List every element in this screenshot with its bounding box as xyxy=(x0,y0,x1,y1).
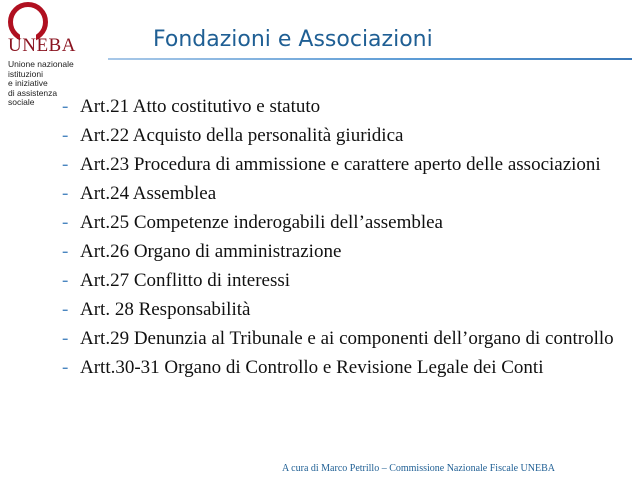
logo-subtitle-line: Unione nazionale xyxy=(8,59,74,69)
bullet-dash: - xyxy=(62,154,69,175)
list-item xyxy=(62,270,634,293)
list-item xyxy=(62,96,634,119)
list-item xyxy=(62,125,634,148)
list-item xyxy=(62,154,634,177)
title-divider xyxy=(108,58,632,60)
list-item xyxy=(62,328,634,351)
bullet-dash: - xyxy=(62,328,69,349)
logo-subtitle-line: sociale xyxy=(8,97,35,107)
bullet-dash: - xyxy=(62,241,69,262)
uneba-logo xyxy=(4,2,104,110)
bullet-dash: - xyxy=(62,96,69,117)
list-item-text: Art.21 Atto costitutivo e statuto xyxy=(80,96,321,117)
list-item-text: Art.24 Assemblea xyxy=(80,183,217,204)
bullet-dash: - xyxy=(62,299,69,320)
bullet-dash: - xyxy=(62,212,69,233)
logo-wordmark: UNEBA xyxy=(8,35,76,56)
list-item xyxy=(62,212,634,235)
list-item-text: Art.29 Denunzia al Tribunale e ai componenti dell’organo di controllo xyxy=(80,328,614,349)
slide-title: Fondazioni e Associazioni xyxy=(153,27,433,52)
list-item-text: Artt.30-31 Organo di Controllo e Revisione Legale dei Conti xyxy=(80,357,544,378)
list-item-text: Art.27 Conflitto di interessi xyxy=(80,270,291,291)
list-item-text: Art.25 Competenze inderogabili dell’assemblea xyxy=(80,212,443,233)
bullet-dash: - xyxy=(62,270,69,291)
logo-subtitle-line: e iniziative xyxy=(8,78,48,88)
article-list xyxy=(62,96,634,386)
list-item xyxy=(62,357,634,380)
list-item xyxy=(62,183,634,206)
list-item xyxy=(62,299,634,322)
bullet-dash: - xyxy=(62,125,69,146)
logo-subtitle-line: istituzioni xyxy=(8,68,43,79)
list-item-text: Art.26 Organo di amministrazione xyxy=(80,241,342,262)
list-item-text: Art.23 Procedura di ammissione e carattere aperto delle associazioni xyxy=(80,154,601,175)
footer-credit: A cura di Marco Petrillo – Commissione Nazionale Fiscale UNEBA xyxy=(282,463,556,474)
list-item-text: Art.22 Acquisto della personalità giuridica xyxy=(80,125,404,146)
bullet-dash: - xyxy=(62,357,69,378)
logo-subtitle-line: di assistenza xyxy=(8,87,58,98)
list-item-text: Art. 28 Responsabilità xyxy=(80,299,251,320)
bullet-dash: - xyxy=(62,183,69,204)
list-item xyxy=(62,241,634,264)
